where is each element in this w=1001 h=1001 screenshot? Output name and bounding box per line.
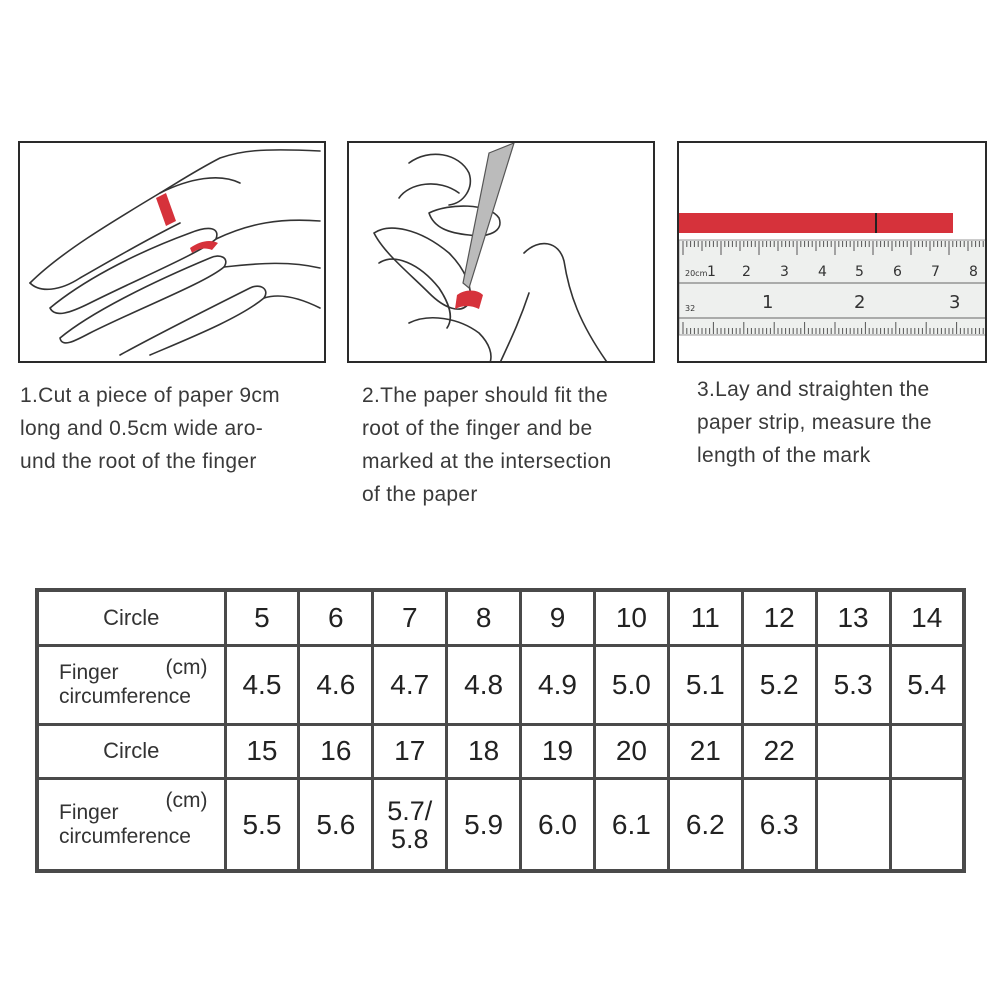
circumference-cell: 6.0 xyxy=(521,779,595,871)
circle-cell: 18 xyxy=(447,724,521,778)
circumference-cell: 6.1 xyxy=(594,779,668,871)
table-row xyxy=(37,724,964,778)
circle-cell: 16 xyxy=(299,724,373,778)
ring-size-table xyxy=(35,588,966,873)
ruler-number: 5 xyxy=(855,264,864,280)
circle-cell: 11 xyxy=(668,590,742,645)
circle-cell: 22 xyxy=(742,724,816,778)
step1-instruction: 1.Cut a piece of paper 9cm long and 0.5cm wide aro- und the root of the finger xyxy=(20,384,280,473)
circle-cell: 17 xyxy=(373,724,447,778)
ruler-cm-label: 20cm xyxy=(685,269,708,278)
ruler-number: 7 xyxy=(931,264,940,280)
circumference-cell: 5.3 xyxy=(816,645,890,724)
empty-cell xyxy=(816,724,890,778)
circle-cell: 9 xyxy=(521,590,595,645)
circle-cell: 12 xyxy=(742,590,816,645)
finger-circumference-header xyxy=(37,645,225,724)
ruler-number: 3 xyxy=(780,264,789,280)
circle-cell: 15 xyxy=(225,724,299,778)
ruler-number: 8 xyxy=(969,264,978,280)
circumference-cell: 5.9 xyxy=(447,779,521,871)
finger-circumference-header xyxy=(37,779,225,871)
step2-instruction: 2.The paper should fit the root of the finger and be marked at the intersection of the paper xyxy=(362,384,612,506)
circle-cell: 8 xyxy=(447,590,521,645)
circumference-label: circumference xyxy=(59,824,191,848)
ruler-number: 6 xyxy=(893,264,902,280)
circle-cell: 10 xyxy=(594,590,668,645)
circumference-cell: 6.3 xyxy=(742,779,816,871)
hand-paper-strip-illustration xyxy=(20,143,326,363)
circumference-cell: 4.5 xyxy=(225,645,299,724)
table-row xyxy=(37,645,964,724)
ruler-number: 1 xyxy=(707,264,716,280)
circle-cell: 21 xyxy=(668,724,742,778)
circumference-cell: 5.1 xyxy=(668,645,742,724)
circumference-cell: 6.2 xyxy=(668,779,742,871)
ruler-inch-number: 2 xyxy=(854,292,866,313)
finger-label: Finger xyxy=(59,660,119,684)
circle-cell: 5 xyxy=(225,590,299,645)
table-row xyxy=(37,779,964,871)
ruler-illustration xyxy=(679,143,987,363)
circumference-cell: 5.6 xyxy=(299,779,373,871)
ruler-inch-label: 32 xyxy=(685,304,696,313)
circle-cell: 19 xyxy=(521,724,595,778)
paper-strip xyxy=(679,213,953,233)
circumference-cell: 4.7 xyxy=(373,645,447,724)
circle-cell: 6 xyxy=(299,590,373,645)
circumference-cell: 4.8 xyxy=(447,645,521,724)
circle-cell: 14 xyxy=(890,590,964,645)
circumference-cell: 5.4 xyxy=(890,645,964,724)
circle-cell: 7 xyxy=(373,590,447,645)
ruler-number: 2 xyxy=(742,264,751,280)
empty-cell xyxy=(890,779,964,871)
circumference-cell: 4.9 xyxy=(521,645,595,724)
ruler-number: 4 xyxy=(818,264,827,280)
table-row xyxy=(37,590,964,645)
empty-cell xyxy=(890,724,964,778)
circumference-cell: 5.7/ 5.8 xyxy=(373,779,447,871)
finger-label: Finger xyxy=(59,800,119,824)
step2-illustration xyxy=(347,141,655,363)
circumference-cell: 5.5 xyxy=(225,779,299,871)
circle-header: Circle xyxy=(37,724,225,778)
ruler xyxy=(679,240,987,335)
circumference-cell: 5.2 xyxy=(742,645,816,724)
step3-illustration xyxy=(677,141,987,363)
circumference-cell: 5.0 xyxy=(594,645,668,724)
ruler-inch-number: 1 xyxy=(762,292,774,313)
ruler-inch-number: 3 xyxy=(949,292,961,313)
unit-label: (cm) xyxy=(165,655,208,679)
empty-cell xyxy=(816,779,890,871)
circle-cell: 20 xyxy=(594,724,668,778)
circumference-cell: 4.6 xyxy=(299,645,373,724)
finger-marking-illustration xyxy=(349,143,655,363)
unit-label: (cm) xyxy=(165,789,208,813)
circle-header: Circle xyxy=(37,590,225,645)
step1-illustration xyxy=(18,141,326,363)
circumference-label: circumference xyxy=(59,684,191,708)
circle-cell: 13 xyxy=(816,590,890,645)
step3-instruction: 3.Lay and straighten the paper strip, measure the length of the mark xyxy=(697,378,932,467)
